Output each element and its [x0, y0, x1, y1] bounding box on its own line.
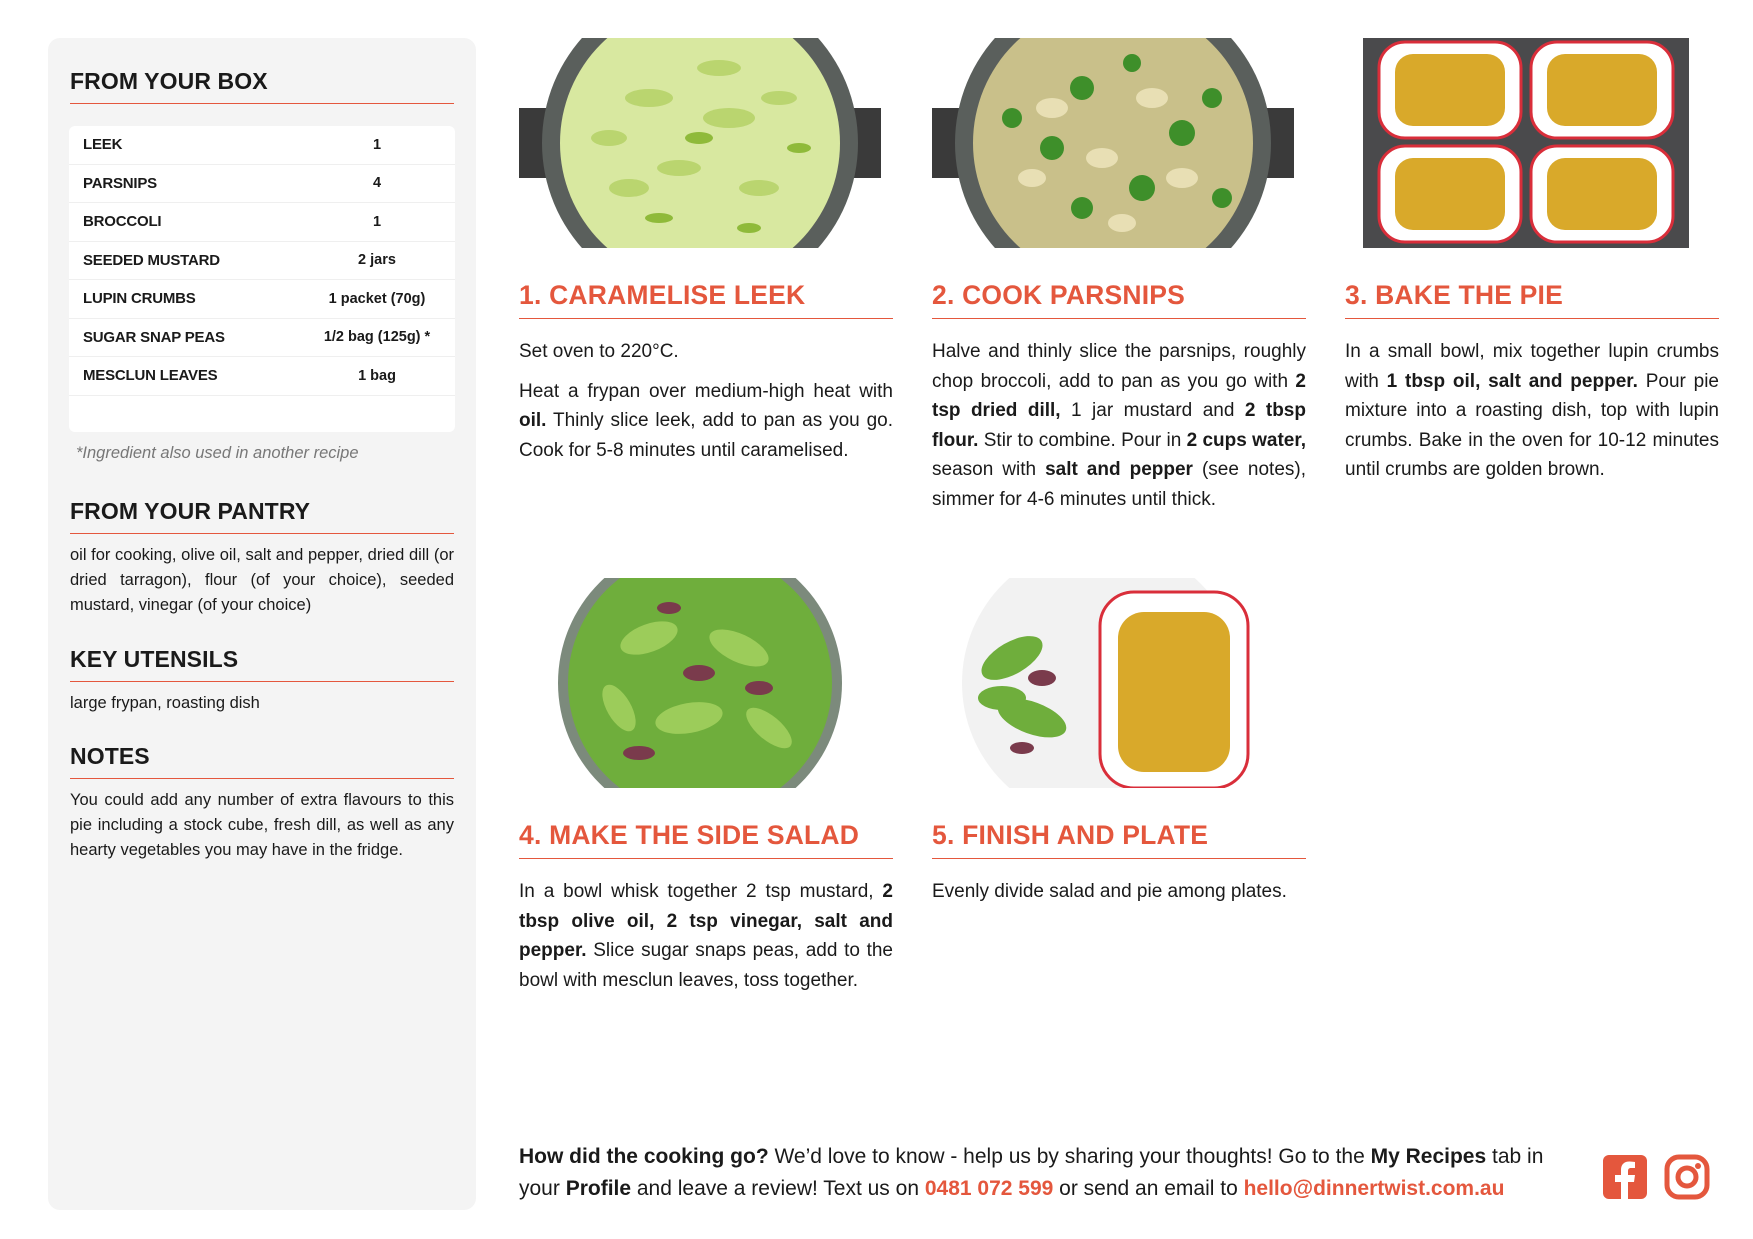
- step-text: (see notes), simmer for 4-6 minutes until thick.: [932, 459, 1306, 510]
- step-2-title: 2. COOK PARSNIPS: [932, 280, 1306, 319]
- ingredient-name: PARSNIPS: [83, 174, 157, 192]
- plated-pie-salad-photo: [932, 578, 1294, 788]
- salad-bowl-photo: [519, 578, 881, 788]
- ingredient-name: MESCLUN LEAVES: [83, 367, 218, 385]
- step-text: season with: [932, 459, 1046, 480]
- footer-bold: How did the cooking go?: [519, 1145, 769, 1168]
- ingredient-qty: 4: [372, 175, 382, 192]
- ingredient-row: [69, 203, 455, 242]
- ingredient-name: SUGAR SNAP PEAS: [83, 328, 225, 346]
- footer-text: or send an email to: [1053, 1176, 1244, 1200]
- footer-text: tab in your: [519, 1145, 1544, 1200]
- ingredient-qty: 2 jars: [358, 252, 396, 269]
- ingredient-qty: 1 bag: [358, 367, 396, 384]
- utensils-text: large frypan, roasting dish: [70, 694, 260, 712]
- sidebar-panel: [48, 38, 476, 1210]
- parsnips-broccoli-in-pan-photo: [932, 38, 1294, 248]
- phone-link[interactable]: 0481 072 599: [924, 1176, 1054, 1200]
- step-bold: salt and pepper: [1045, 459, 1193, 480]
- step-bold: oil.: [519, 410, 547, 431]
- footer-text: We’d love to know - help us by sharing your thoughts! Go to the: [768, 1145, 1371, 1168]
- ingredients-table: [69, 126, 455, 432]
- step-2-body: [932, 337, 1306, 524]
- step-text: Pour pie mixture into a roasting dish, top with lupin crumbs. Bake in the oven for 10-12 minutes until crumbs are golden brown.: [1345, 370, 1720, 480]
- ingredient-name: SEEDED MUSTARD: [83, 251, 220, 269]
- box-heading: FROM YOUR BOX: [70, 68, 454, 104]
- ingredient-footnote: *Ingredient also used in another recipe: [76, 444, 359, 462]
- ingredient-name: LEEK: [83, 136, 123, 154]
- pantry-text: oil for cooking, olive oil, salt and pepper, dried dill (or dried tarragon), flour (of your choice), seeded mustard, vinegar (of your choice): [70, 546, 454, 614]
- my-recipes-label: My Recipes: [1370, 1145, 1487, 1168]
- step-bold: 2 tsp dried dill,: [932, 370, 1306, 421]
- footer-text: and leave a review! Text us on: [631, 1176, 925, 1200]
- profile-label: Profile: [565, 1176, 632, 1200]
- step-1-body: [519, 337, 893, 475]
- leek-in-pan-photo: [519, 38, 881, 248]
- step-5-title: 5. FINISH AND PLATE: [932, 820, 1306, 859]
- step-3-body: [1345, 337, 1719, 495]
- step-text: Stir to combine. Pour in: [978, 429, 1187, 451]
- step-1-title: 1. CARAMELISE LEEK: [519, 280, 893, 319]
- ingredient-qty: 1/2 bag (125g) *: [323, 329, 431, 346]
- facebook-icon[interactable]: [1602, 1154, 1650, 1202]
- ingredient-qty: 1: [372, 136, 382, 153]
- ingredient-row: [69, 280, 455, 319]
- notes-heading: NOTES: [70, 743, 454, 779]
- notes-text: You could add any number of extra flavours to this pie including a stock cube, fresh dill, as well as any hearty vegetables you may have in the fridge.: [70, 791, 454, 859]
- step-bold: 1 tbsp oil, salt and pepper.: [1386, 370, 1638, 392]
- step-2-para: [932, 337, 1306, 514]
- step-text: Slice sugar snaps peas, add to the bowl with mesclun leaves, toss together.: [519, 940, 893, 991]
- email-link[interactable]: hello@dinnertwist.com.au: [1243, 1176, 1505, 1200]
- ingredient-row: [69, 319, 455, 358]
- step-3-title: 3. BAKE THE PIE: [1345, 280, 1719, 319]
- instagram-icon[interactable]: [1664, 1154, 1712, 1202]
- step-3-para: [1345, 337, 1719, 485]
- step-text: Thinly slice leek, add to pan as you go. Cook for 5-8 minutes until caramelised.: [519, 410, 893, 461]
- step-bold: 2 cups water,: [1186, 429, 1306, 451]
- ingredient-row: [69, 165, 455, 204]
- step-text: Halve and thinly slice the parsnips, roughly chop broccoli, add to pan as you go with: [932, 341, 1306, 392]
- step-4-body: [519, 877, 893, 1005]
- step-4-para: [519, 877, 893, 995]
- step-5-para: Evenly divide salad and pie among plates.: [932, 881, 1287, 902]
- utensils-heading: KEY UTENSILS: [70, 646, 454, 682]
- ingredient-qty: 1 packet (70g): [328, 290, 426, 307]
- step-text: In a small bowl, mix together lupin crumbs with: [1345, 341, 1719, 392]
- step-text: In a bowl whisk together 2 tsp mustard,: [519, 881, 883, 902]
- ingredient-row: [69, 126, 455, 165]
- ingredient-name: BROCCOLI: [83, 213, 162, 231]
- step-bold: 2 tbsp flour.: [932, 400, 1306, 451]
- feedback-footer: [519, 1141, 1579, 1204]
- ingredient-qty: 1: [372, 213, 382, 230]
- step-text: Heat a frypan over medium-high heat with: [519, 380, 893, 402]
- step-bold: 2 tbsp olive oil, 2 tsp vinegar, salt and pepper.: [519, 881, 893, 961]
- pie-dishes-on-tray-photo: [1345, 38, 1707, 248]
- step-1-para-1: Set oven to 220°C.: [519, 341, 679, 362]
- step-4-title: 4. MAKE THE SIDE SALAD: [519, 820, 893, 859]
- ingredient-row: [69, 357, 455, 396]
- pantry-heading: FROM YOUR PANTRY: [70, 498, 454, 534]
- step-5-body: [932, 877, 1306, 917]
- step-text: 1 jar mustard and: [1060, 400, 1245, 421]
- ingredient-name: LUPIN CRUMBS: [83, 290, 196, 308]
- step-1-para-2: [519, 377, 893, 466]
- ingredient-row: [69, 242, 455, 281]
